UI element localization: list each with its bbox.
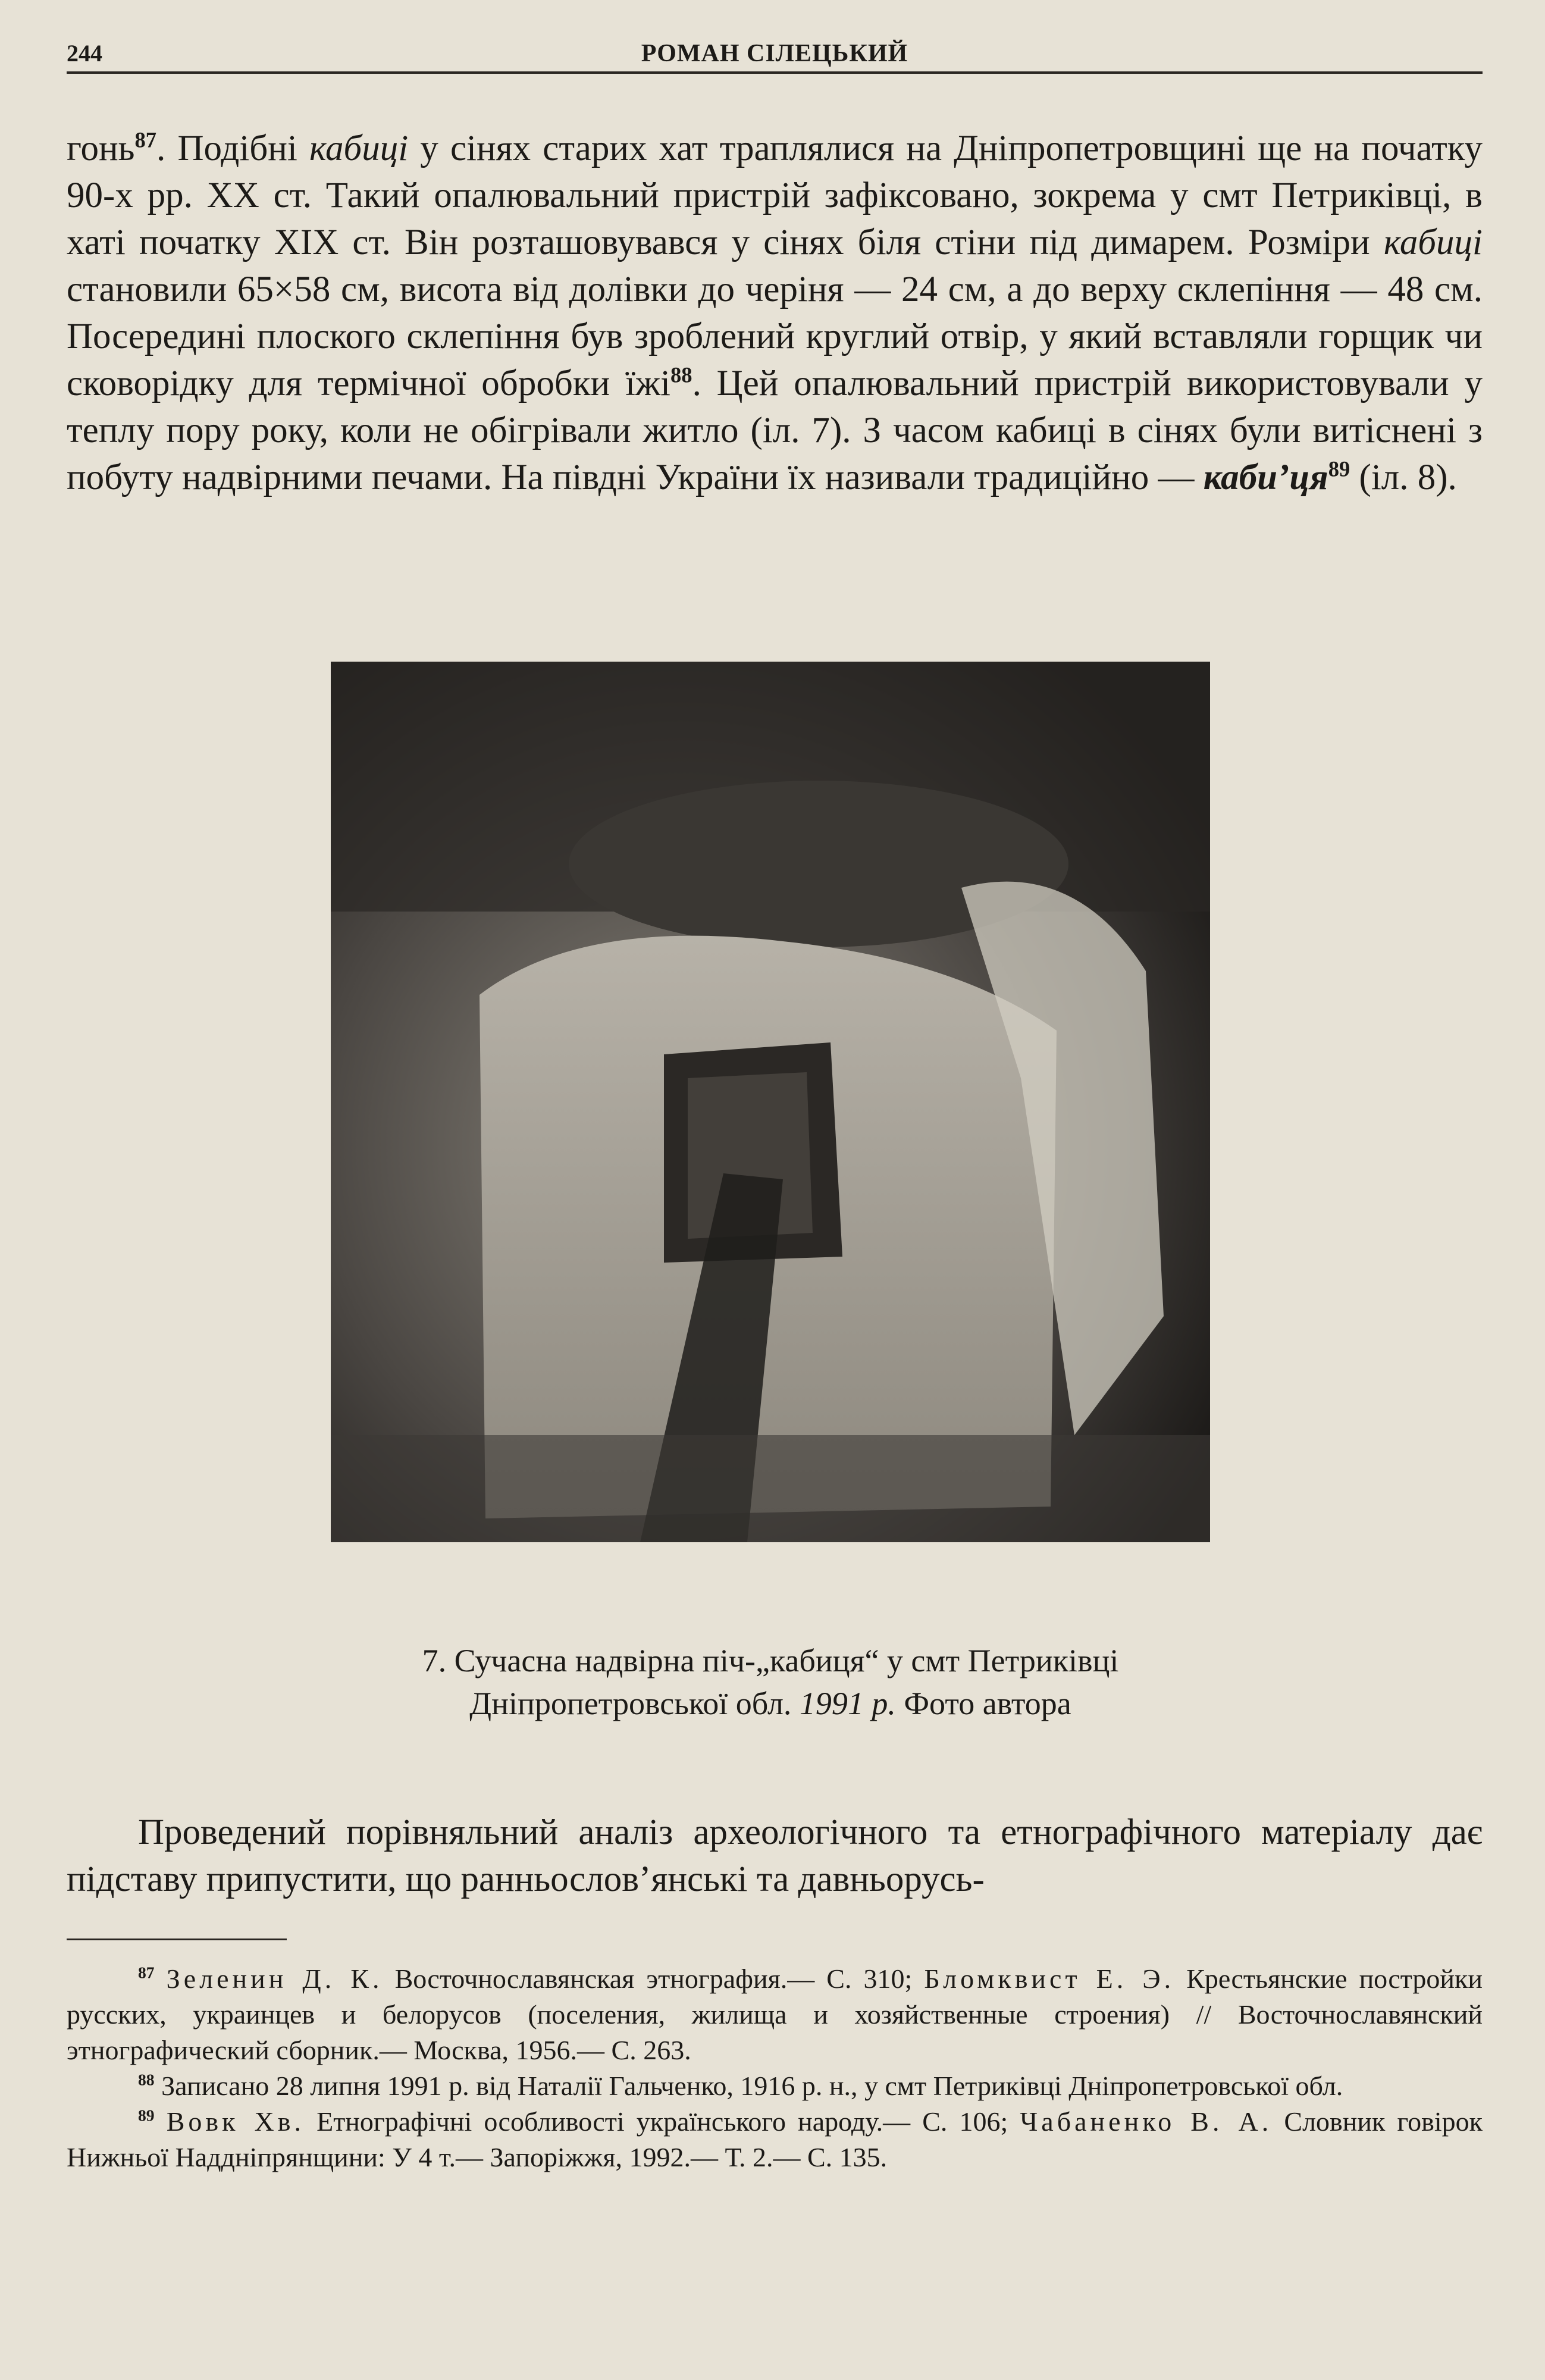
footnote-author: Чабаненко В. А.	[1020, 2106, 1273, 2137]
footnote-ref-88: 88	[670, 362, 692, 387]
footnote-rule	[67, 1939, 287, 1940]
paragraph-2: Проведений порівняльний аналіз археологічного та етнографічного матеріалу дає підставу припустити, що ранньослов’янські та давньорусь-	[67, 1812, 1483, 1899]
text-run: Записано 28 липня 1991 р. від Наталії Гальченко, 1916 р. н., у смт Петриківці Дніпропетровської обл.	[154, 2071, 1343, 2101]
text-run: . Цей опалювальний пристрій використовували у теплу пору року, коли не обігрівали житло (іл. 7). З часом кабиці в сінях були витіснені з побуту надвірними печами. На півдні України їх називали традиційно —	[67, 364, 1483, 497]
footnote-author: Зеленин Д. К.	[166, 1964, 383, 1994]
text-run: . Подібні	[156, 129, 309, 168]
text-run: Восточнославянская этнография.— С. 310;	[383, 1964, 925, 1994]
oven-photo	[331, 662, 1210, 1542]
footnote-author: Бломквист Е. Э.	[924, 1964, 1175, 1994]
page-number: 244	[67, 40, 102, 67]
page-header	[67, 31, 1483, 73]
footnote-ref-87: 87	[134, 127, 157, 152]
paragraph-1	[67, 125, 1483, 501]
header-rule	[67, 71, 1483, 74]
footnote-89	[67, 2104, 1483, 2175]
caption-line-2	[238, 1682, 1303, 1725]
paragraph-1-text	[67, 125, 1483, 501]
italic-term: кабиці	[1383, 223, 1483, 262]
footnote-88	[67, 2068, 1483, 2104]
text-run: у сінях старих хат траплялися на Дніпропетровщині ще на початку 90-х рр. XX ст. Такий опалювальний пристрій зафіксовано, зокрема у смт Петриківці, в хаті початку XIX ст. Він розташовувався у сінях біля стіни під димарем. Розміри	[67, 129, 1483, 262]
figure-caption	[238, 1639, 1303, 1725]
footnotes	[67, 1961, 1483, 2175]
text-run: (іл. 8).	[1350, 458, 1457, 497]
footnote-ref-89: 89	[1328, 456, 1350, 481]
caption-line-1: 7. Сучасна надвірна піч-„кабиця“ у смт Петриківці	[422, 1643, 1119, 1678]
photo-figure-7	[331, 662, 1210, 1542]
footnote-author: Вовк Хв.	[166, 2106, 305, 2137]
running-head: РОМАН СІЛЕЦЬКИЙ	[641, 40, 908, 67]
footnote-87	[67, 1961, 1483, 2068]
text-run: Етнографічні особливості українського народу.— С. 106;	[305, 2106, 1020, 2137]
footnote-number: 88	[138, 2070, 155, 2089]
footnote-number: 87	[138, 1963, 155, 1982]
text-run: становили 65×58 см, висота від долівки до черіня — 24 см, а до верху склепіння — 48 см. Посередині плоского склепіння був зроблений круглий отвір, у який вставляли горщик чи сковорідку для термічної обробки їжі	[67, 270, 1483, 403]
text-run: Словник говірок Нижньої Наддніпрянщини: У 4 т.— Запоріжжя, 1992.— Т. 2.— С. 135.	[67, 2106, 1483, 2172]
text-run: Крестьянские постройки русских, украинцев и белорусов (поселения, жилища и хозяйственные строения) // Восточнославянский этнографический сборник.— Москва, 1956.— С. 263.	[67, 1964, 1483, 2065]
text-run: Дніпропетровської обл.	[469, 1686, 800, 1721]
caption-year: 1991 р.	[799, 1686, 896, 1721]
text-run: гонь	[67, 129, 135, 168]
italic-term: кабиці	[309, 129, 409, 168]
footnote-number: 89	[138, 2106, 155, 2125]
text-run: Фото автора	[895, 1686, 1071, 1721]
italic-term: каби’ця	[1203, 458, 1328, 497]
